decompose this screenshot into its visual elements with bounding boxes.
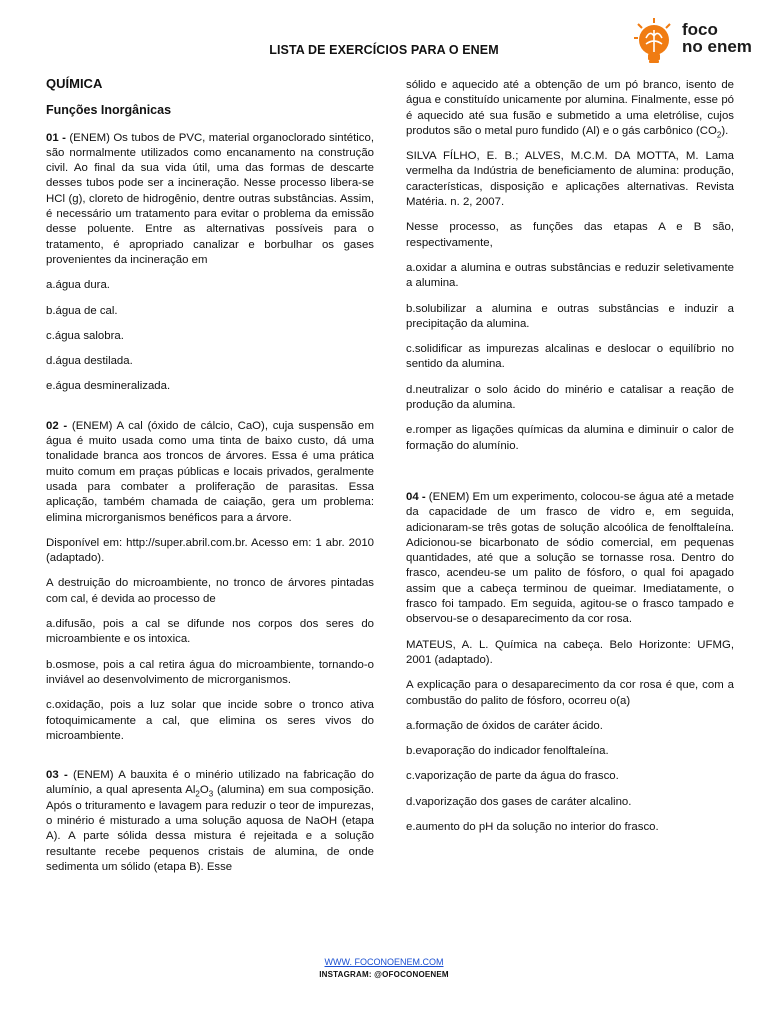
lightbulb-brain-icon (632, 16, 676, 66)
subscript: 2 (195, 789, 200, 799)
question-number: 04 - (406, 490, 426, 503)
question-text: (ENEM) A bauxita é o minério utilizado na fabricação do alumínio, a qual apresenta Al (46, 769, 374, 797)
option-e: e.água desmineralizada. (46, 380, 171, 393)
option-a: a.difusão, pois a cal se difunde nos corpos dos seres do microambiente e os intoxica. (46, 618, 374, 646)
question-number: 02 - (46, 419, 68, 432)
left-column (46, 76, 374, 885)
option-b: b.água de cal. (46, 304, 118, 317)
question-number: 03 - (46, 769, 68, 782)
question-number: 01 - (46, 131, 66, 144)
website-link[interactable]: WWW. FOCONOENEM.COM (324, 957, 444, 967)
topic-heading: Funções Inorgânicas (46, 103, 172, 118)
option-b: b.evaporação do indicador fenolftaleína. (406, 745, 609, 758)
question-4 (406, 490, 734, 628)
subscript: 3 (208, 789, 214, 799)
option-a: a.formação de óxidos de caráter ácido. (406, 719, 603, 732)
question-source: MATEUS, A. L. Química na cabeça. Belo Horizonte: UFMG, 2001 (adaptado). (406, 638, 734, 666)
option-b: b.osmose, pois a cal retira água do microambiente, tornando-o inviável ao desenvolvimento de microrganismos. (46, 658, 374, 686)
option-c: c.oxidação, pois a luz solar que incide sobre o tronco ativa fotoquimicamente a cal, que elimina os seres vivos do microambiente. (46, 699, 374, 742)
option-d: d.água destilada. (46, 355, 133, 368)
question-text: ). (721, 124, 729, 137)
option-a: a.oxidar a alumina e outras substâncias e reduzir seletivamente a alumina. (406, 261, 734, 290)
brand-line-2: no enem (682, 37, 752, 56)
question-prompt: A explicação para o desaparecimento da cor rosa é que, com a combustão do palito de fósforo, ocorreu o(a) (406, 679, 734, 707)
option-c: c.água salobra. (46, 329, 124, 342)
question-text: (alumina) em sua composição. Após o trituramento e lavagem para reduzir o teor de impurezas, o minério é misturado a uma solução aquosa de NaOH (etapa A). A parte sólida dessa mistura é rejeitada e a solução resultante recebe pequenos cristais de alumina, de onde sedimenta um sólido (etapa B). Esse (46, 784, 374, 873)
question-text: (ENEM) A cal (óxido de cálcio, CaO), cuja suspensão em água é muito usada como uma tinta de baixo custo, dá uma tonalidade branca aos troncos de árvores. Essa é uma prática muito comum em praças públicas e locais privados, geralmente usada para combater a proliferação de parasitas. Essa aplicação, também chamada de caiação, gera um problema: elimina microrganismos benéficos para a árvore. (46, 419, 374, 524)
option-b: b.solubilizar a alumina e outras substâncias e induzir a precipitação da alumina. (406, 302, 734, 330)
option-c: c.vaporização de parte da água do frasco. (406, 770, 619, 783)
question-3 (46, 768, 374, 875)
option-e: e.aumento do pH da solução no interior do frasco. (406, 820, 659, 833)
option-c: c.solidificar as impurezas alcalinas e deslocar o equilíbrio no sentido da alumina. (406, 343, 734, 371)
question-text: (ENEM) Os tubos de PVC, material organoclorado sintético, são normalmente utilizados como encanamento na construção civil. Ao final da sua vida útil, uma das formas de descarte desses tubos pode ser a incineração. Nesse processo libera-se HCl (g), cloreto de hidrogênio, dentre outras substâncias. Assim, é necessário um tratamento para evitar o problema da emissão desse poluente. Entre as alternativas possíveis para o tratamento, é apropriado canalizar e borbulhar os gases provenientes da incineração em (46, 131, 374, 266)
question-text: O (199, 784, 209, 797)
brand-logo (632, 16, 768, 66)
question-1 (46, 131, 374, 269)
question-source: Disponível em: http://super.abril.com.br. Acesso em: 1 abr. 2010 (adaptado). (46, 536, 374, 565)
option-e: e.romper as ligações químicas da alumina e diminuir o calor de formação do alumínio. (406, 424, 734, 452)
question-prompt: A destruição do microambiente, no tronco de árvores pintadas com cal, é devida ao processo de (46, 577, 374, 605)
question-source: SILVA FÍLHO, E. B.; ALVES, M.C.M. DA MOTTA, M. Lama vermelha da Indústria de beneficiamento de alumina: produção, características, disposição e aplicações alternativas. Revista Matéria. n. 2, 2007. (406, 150, 734, 209)
instagram-handle: INSTAGRAM: @OFOCONOENEM (319, 970, 449, 979)
brand-line-1: foco (682, 20, 718, 39)
option-d: d.vaporização dos gases de caráter alcalino. (406, 795, 632, 808)
subscript: 2 (716, 130, 722, 140)
question-text: (ENEM) Em um experimento, colocou-se água até a metade da capacidade de um frasco de vidro e, em seguida, adicionaram-se três gotas de solução alcoólica de fenolftaleína. Adicionou-se bicarbonato de sódio comercial, em pequenas quantidades, até que a solução se tornasse rosa. Dentro do frasco, acendeu-se um palito de fósforo, o qual foi apagado assim que a cabeça terminou de queimar. Imediatamente, o frasco foi tampado. Em seguida, agitou-se o frasco tampado e observou-se o desaparecimento da cor rosa. (406, 490, 734, 626)
question-text: sólido e aquecido até a obtenção de um pó branco, isento de água e constituído unicamente por alumina. Finalmente, esse pó é aquecido até sua fusão e submetido a uma eletrólise, cujos produtos são o metal puro fundido (Al) e o gás carbônico (CO (406, 79, 734, 137)
right-column (406, 78, 734, 845)
option-a: a.água dura. (46, 279, 110, 292)
brand-name (682, 21, 752, 55)
question-3-continued (406, 78, 734, 139)
question-prompt: Nesse processo, as funções das etapas A e B são, respectivamente, (406, 221, 734, 249)
page-title: LISTA DE EXERCÍCIOS PARA O ENEM (269, 43, 499, 57)
option-d: d.neutralizar o solo ácido do minério e catalisar a reação de produção da alumina. (406, 383, 734, 412)
subject-heading: QUÍMICA (46, 76, 103, 91)
question-2 (46, 419, 374, 526)
